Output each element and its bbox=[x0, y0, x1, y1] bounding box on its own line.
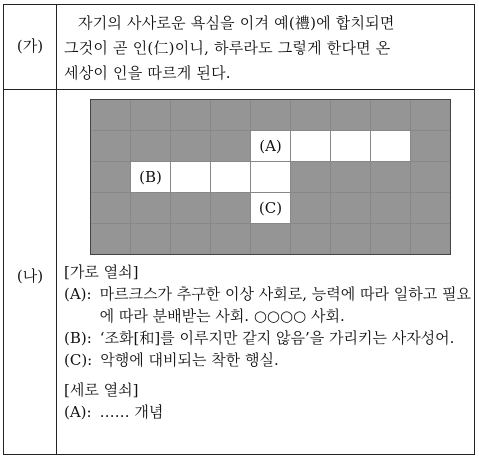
clue-text: 악행에 대비되는 착한 행실. bbox=[100, 351, 279, 369]
answer-cell bbox=[251, 131, 290, 161]
answer-cell bbox=[211, 162, 250, 192]
passage-text bbox=[64, 11, 470, 86]
blocked-cell bbox=[411, 224, 450, 254]
blocked-cell bbox=[91, 224, 130, 254]
blocked-cell bbox=[211, 131, 250, 161]
blocked-cell bbox=[131, 131, 170, 161]
answer-cell bbox=[171, 162, 210, 192]
row-label-ga: (가) bbox=[16, 37, 44, 55]
blocked-cell bbox=[331, 193, 370, 223]
across-clue-b bbox=[64, 327, 474, 349]
down-heading: [세로 열쇠] bbox=[64, 381, 139, 399]
blocked-cell bbox=[371, 162, 410, 192]
down-clue-a bbox=[64, 401, 474, 423]
crossword-grid bbox=[90, 99, 451, 255]
blocked-cell bbox=[291, 193, 330, 223]
blocked-cell bbox=[171, 131, 210, 161]
blocked-cell bbox=[171, 100, 210, 130]
blocked-cell bbox=[411, 193, 450, 223]
column-divider bbox=[56, 5, 57, 454]
answer-cell bbox=[251, 162, 290, 192]
blocked-cell bbox=[291, 224, 330, 254]
blocked-cell bbox=[371, 224, 410, 254]
passage-line: 그것이 곧 인(仁)이니, 하루라도 그렇게 한다면 온 bbox=[64, 39, 391, 57]
blocked-cell bbox=[331, 100, 370, 130]
clue-marker-c: (C) bbox=[258, 199, 283, 217]
blocked-cell bbox=[91, 131, 130, 161]
row-divider bbox=[4, 89, 474, 90]
blocked-cell bbox=[131, 100, 170, 130]
answer-cell bbox=[131, 162, 170, 192]
blocked-cell bbox=[171, 224, 210, 254]
clue-list bbox=[64, 261, 474, 423]
blocked-cell bbox=[291, 162, 330, 192]
passage-line: 세상이 인을 따르게 된다. bbox=[64, 64, 231, 82]
answer-cell bbox=[251, 193, 290, 223]
answer-cell bbox=[371, 131, 410, 161]
across-clue-a bbox=[64, 283, 474, 327]
row-label-na: (나) bbox=[16, 267, 44, 285]
clue-text: 마르크스가 추구한 이상 사회로, 능력에 따라 일하고 필요에 따라 분배받는 사회. ○○○○ 사회. bbox=[99, 285, 472, 325]
blocked-cell bbox=[371, 193, 410, 223]
blocked-cell bbox=[91, 193, 130, 223]
blocked-cell bbox=[411, 162, 450, 192]
blocked-cell bbox=[411, 131, 450, 161]
blocked-cell bbox=[251, 224, 290, 254]
blocked-cell bbox=[171, 193, 210, 223]
clue-text: …… 개념 bbox=[99, 403, 164, 421]
blocked-cell bbox=[251, 100, 290, 130]
question-table bbox=[3, 4, 475, 455]
clue-marker-b: (B) bbox=[139, 168, 162, 186]
across-heading: [가로 열쇠] bbox=[64, 263, 139, 281]
clue-tag: (A): bbox=[64, 285, 92, 303]
blocked-cell bbox=[211, 100, 250, 130]
answer-cell bbox=[331, 131, 370, 161]
blocked-cell bbox=[131, 224, 170, 254]
across-clue-c bbox=[64, 349, 474, 371]
clue-tag: (A): bbox=[64, 403, 92, 421]
blocked-cell bbox=[91, 162, 130, 192]
blocked-cell bbox=[291, 100, 330, 130]
clue-text: ‘조화[和]를 이루지만 같지 않음’을 가리키는 사자성어. bbox=[99, 329, 455, 347]
blocked-cell bbox=[211, 224, 250, 254]
clue-tag: (B): bbox=[64, 329, 92, 347]
blocked-cell bbox=[91, 100, 130, 130]
blocked-cell bbox=[371, 100, 410, 130]
blocked-cell bbox=[211, 193, 250, 223]
blocked-cell bbox=[411, 100, 450, 130]
blocked-cell bbox=[331, 162, 370, 192]
blocked-cell bbox=[131, 193, 170, 223]
blocked-cell bbox=[331, 224, 370, 254]
clue-tag: (C): bbox=[64, 351, 93, 369]
passage-line: 자기의 사사로운 욕심을 이겨 예(禮)에 합치되면 bbox=[78, 14, 395, 32]
clue-marker-a: (A) bbox=[259, 137, 282, 155]
answer-cell bbox=[291, 131, 330, 161]
